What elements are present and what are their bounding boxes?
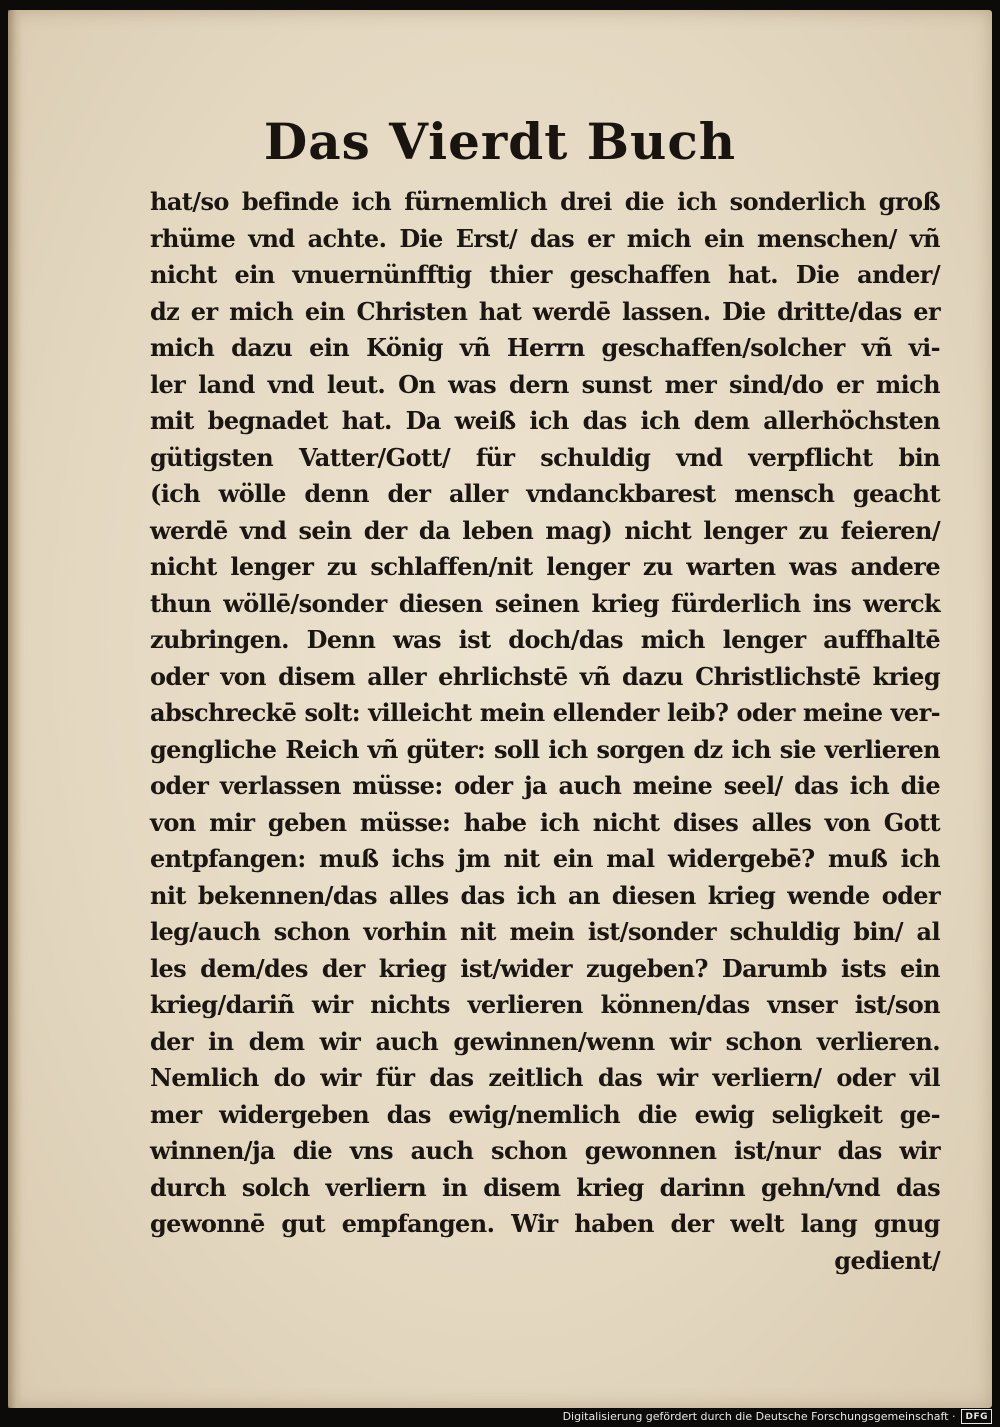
text-line: nicht ein vnuernünfftig thier geschaffen hat. Die ander/: [150, 260, 940, 289]
text-line: durch solch verliern in disem krieg darinn gehn/vnd das: [150, 1172, 940, 1202]
text-line: der in dem wir auch gewinnen/wenn wir schon verlieren.: [150, 1026, 940, 1056]
text-line: Nemlich do wir für das zeitlich das wir verliern/ oder vil: [150, 1063, 940, 1092]
text-line: ler land vnd leut. On was dern sunst mer sind/do er mich: [150, 369, 940, 399]
text-line: entpfangen: muß ichs jm nit ein mal widergebē? muß ich: [150, 844, 940, 873]
body-text: [150, 184, 940, 1279]
page-spine-shadow: [8, 10, 22, 1408]
text-line: gütigsten Vatter/Gott/ für schuldig vnd verpflicht bin: [150, 442, 940, 472]
digitization-credit: [563, 1408, 992, 1425]
text-line: mit begnadet hat. Da weiß ich das ich dem allerhöchsten: [150, 406, 940, 435]
text-line: oder von disem aller ehrlichstē vñ dazu Christlichstē krieg: [150, 661, 940, 691]
text-line: zubringen. Denn was ist doch/das mich lenger auffhaltē: [150, 625, 940, 654]
text-line: leg/auch schon vorhin nit mein ist/sonder schuldig bin/ al: [150, 917, 940, 946]
dfg-logo-icon: DFG: [961, 1409, 992, 1424]
text-line: gewonnē gut empfangen. Wir haben der welt lang gnug: [150, 1209, 940, 1238]
text-line: oder verlassen müsse: oder ja auch meine seel/ das ich die: [150, 771, 940, 800]
running-header: Das Vierdt Buch: [263, 112, 737, 171]
text-line: abschreckē solt: villeicht mein ellender leib? oder meine ver-: [150, 698, 940, 727]
text-line: hat/so befinde ich fürnemlich drei die ich sonderlich groß: [150, 187, 940, 216]
text-line: krieg/dariñ wir nichts verlieren können/das vnser ist/son: [150, 990, 940, 1019]
text-line: winnen/ja die vns auch schon gewonnen ist/nur das wir: [150, 1136, 940, 1165]
text-line: mich dazu ein König vñ Herrn geschaffen/solcher vñ vi-: [150, 333, 940, 362]
text-line: mer widergeben das ewig/nemlich die ewig seligkeit ge-: [150, 1099, 940, 1129]
text-line: werdē vnd sein der da leben mag) nicht lenger zu feieren/: [150, 515, 940, 545]
text-line: les dem/des der krieg ist/wider zugeben? Darumb ists ein: [150, 953, 940, 983]
text-line: von mir geben müsse: habe ich nicht dises alles von Gott: [150, 807, 940, 837]
text-line: (ich wölle denn der aller vndanckbarest mensch geacht: [150, 479, 940, 508]
text-line: nicht lenger zu schlaffen/nit lenger zu warten was andere: [150, 552, 940, 581]
text-line: nit bekennen/das alles das ich an diesen krieg wende oder: [150, 880, 940, 910]
credit-text: Digitalisierung gefördert durch die Deutsche Forschungsgemeinschaft ·: [562, 1410, 956, 1423]
text-line: gengliche Reich vñ güter: soll ich sorgen dz ich sie verlieren: [150, 734, 940, 764]
text-line: dz er mich ein Christen hat werdē lassen. Die dritte/das er: [150, 296, 940, 326]
catchword: gedient/: [834, 1245, 940, 1275]
text-line: rhüme vnd achte. Die Erst/ das er mich ein menschen/ vñ: [150, 223, 940, 253]
text-line: thun wöllē/sonder diesen seinen krieg fürderlich ins werck: [150, 588, 940, 618]
